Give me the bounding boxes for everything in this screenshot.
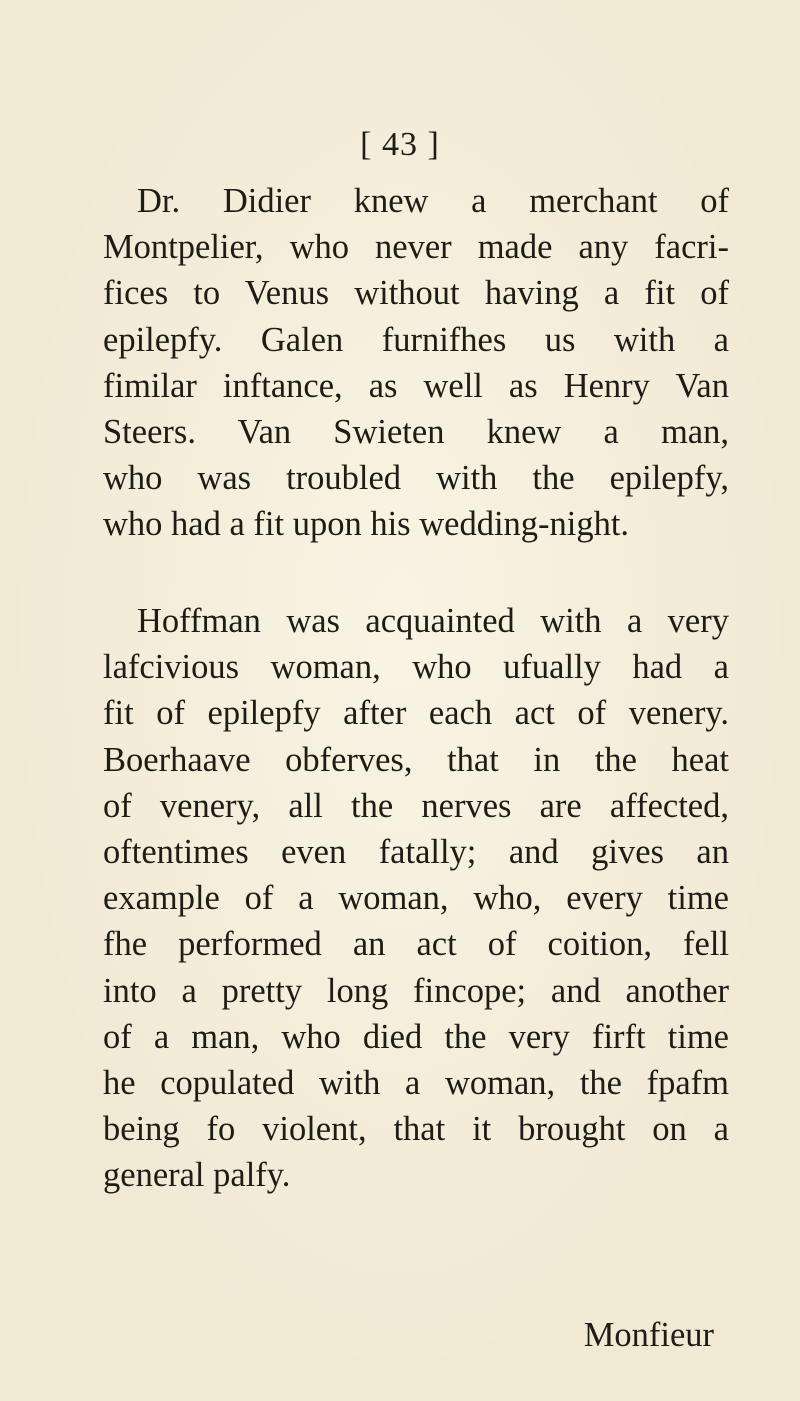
text-line: Hoffman was acquainted with a very: [137, 602, 729, 640]
text-line: general palfy.: [103, 1156, 291, 1195]
text-line: fhe performed an act of coition, fell: [103, 925, 729, 964]
text-line: of venery, all the nerves are affected,: [103, 786, 729, 825]
text-line: Boerhaave obferves, that in the heat: [103, 740, 729, 779]
text-line: oftentimes even fatally; and gives an: [103, 833, 729, 872]
paragraph-2: [103, 598, 729, 1199]
text-line: Dr. Didier knew a merchant of: [137, 182, 729, 220]
text-line: he copulated with a woman, the fpafm: [103, 1064, 729, 1103]
text-line: being fo violent, that it brought on a: [103, 1110, 729, 1149]
page-number: [ 43 ]: [360, 126, 440, 163]
text-line: Montpelier, who never made any facri-: [103, 228, 729, 267]
text-line: into a pretty long fincope; and another: [103, 971, 729, 1010]
text-line: fices to Venus without having a fit of: [103, 274, 729, 313]
text-line: fimilar inftance, as well as Henry Van: [103, 366, 729, 405]
text-line: example of a woman, who, every time: [103, 879, 729, 918]
text-line: who was troubled with the epilepfy,: [103, 459, 729, 498]
text-line: Steers. Van Swieten knew a man,: [103, 413, 729, 452]
text-line: epilepfy. Galen furnifhes us with a: [103, 320, 729, 359]
text-line: who had a fit upon his wedding-night.: [103, 505, 630, 544]
text-line: of a man, who died the very firft time: [103, 1017, 729, 1056]
catchword: Monfieur: [583, 1316, 714, 1354]
text-line: fit of epilepfy after each act of venery.: [103, 694, 729, 733]
text-line: lafcivious woman, who ufually had a: [103, 648, 729, 687]
paragraph-1: [103, 178, 729, 548]
